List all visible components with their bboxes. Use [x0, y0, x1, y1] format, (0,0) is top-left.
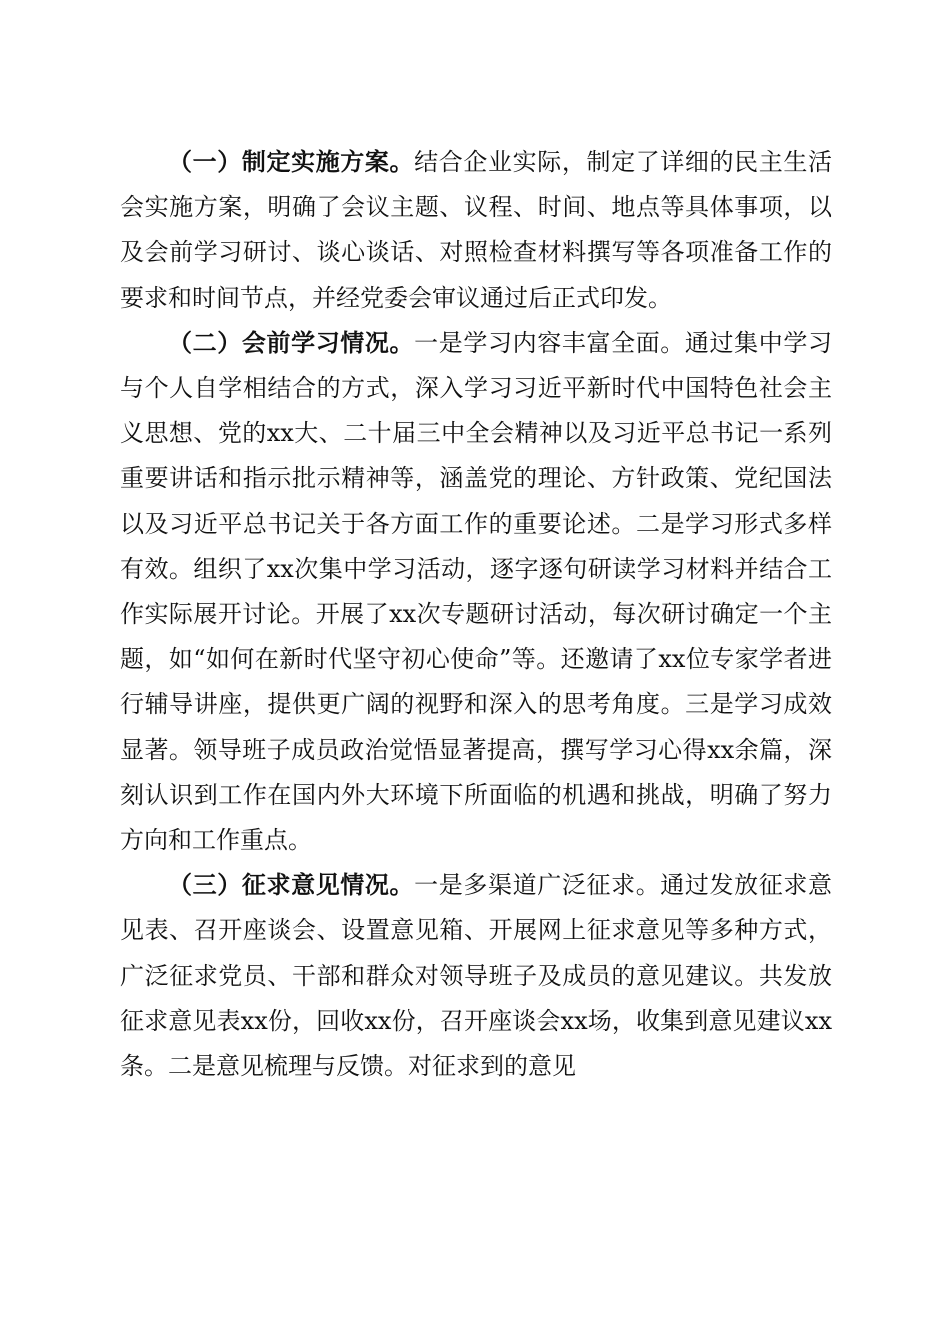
paragraph-body-2: 一是学习内容丰富全面。通过集中学习与个人自学相结合的方式，深入学习习近平新时代中国特色社会主义思想、党的xx大、二十届三中全会精神以及习近平总书记一系列重要讲话和指示批示精神等，涵盖党的理论、方针政策、党纪国法以及习近平总书记关于各方面工作的重要论述。二是学习形式多样有效。组织了xx次集中学习活动，逐字逐句研读学习材料并结合工作实际展开讨论。开展了xx次专题研讨活动，每次研讨确定一个主题，如“如何在新时代坚守初心使命”等。还邀请了xx位专家学者进行辅导讲座，提供更广阔的视野和深入的思考角度。三是学习成效显著。领导班子成员政治觉悟显著提高，撰写学习心得xx余篇，深刻认识到工作在国内外大环境下所面临的机遇和挑战，明确了努力方向和工作重点。	[120, 328, 833, 855]
paragraph-body-3: 一是多渠道广泛征求。通过发放征求意见表、召开座谈会、设置意见箱、开展网上征求意见等多种方式，广泛征求党员、干部和群众对领导班子及成员的意见建议。共发放征求意见表xx份，回收xx份，召开座谈会xx场，收集到意见建议xx条。二是意见梳理与反馈。对征求到的意见	[120, 871, 833, 1081]
section-heading-2: （二）会前学习情况。	[168, 328, 415, 357]
section-heading-1: （一）制定实施方案。	[168, 148, 415, 176]
section-heading-3: （三）征求意见情况。	[168, 871, 415, 900]
document-page	[120, 140, 832, 1089]
paragraph-implementation-plan	[120, 140, 832, 321]
paragraph-pre-meeting-study	[120, 321, 832, 863]
paragraph-body-1: 结合企业实际，制定了详细的民主生活会实施方案，明确了会议主题、议程、时间、地点等具体事项，以及会前学习研讨、谈心谈话、对照检查材料撰写等各项准备工作的要求和时间节点，并经党委会审议通过后正式印发。	[120, 148, 833, 312]
paragraph-soliciting-opinions	[120, 863, 832, 1089]
